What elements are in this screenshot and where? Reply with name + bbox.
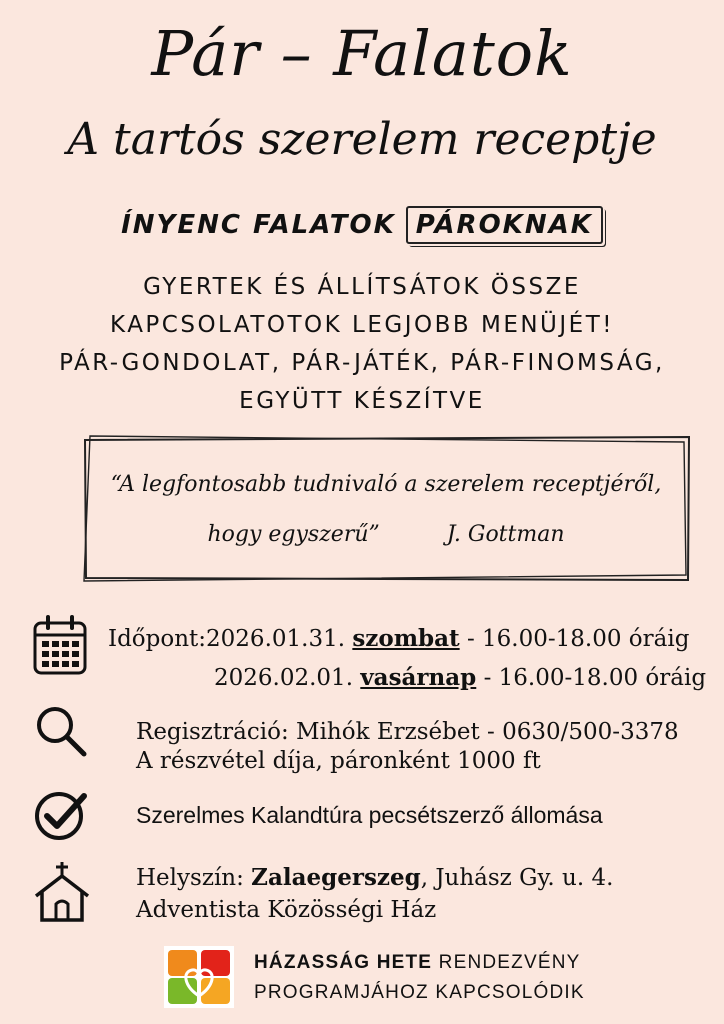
footer-line-1	[254, 948, 585, 978]
intro-line: KAPCSOLATOTOK LEGJOBB MENÜJÉT!	[110, 312, 614, 338]
intro-line: EGYÜTT KÉSZÍTVE	[239, 388, 485, 414]
registration-line-1: Regisztráció: Mihók Erzsébet - 0630/500-3378	[136, 719, 679, 745]
marriage-week-logo	[164, 946, 234, 1008]
registration-line-2: A részvétel díja, páronként 1000 ft	[136, 748, 541, 774]
tagline	[0, 200, 724, 250]
location-street: , Juhász Gy. u. 4.	[420, 865, 614, 891]
stamp-station-text: Szerelmes Kalandtúra pecsétszerző állomása	[136, 802, 603, 828]
location-label: Helyszín:	[136, 865, 252, 891]
schedule-label: Időpont:	[108, 626, 207, 652]
schedule-line-2	[214, 662, 706, 694]
checkmark-icon	[34, 788, 88, 842]
location-line-1	[136, 862, 613, 894]
schedule-time-2: - 16.00-18.00 óráig	[476, 665, 707, 691]
church-icon	[32, 860, 92, 924]
quote	[96, 460, 676, 560]
footer-rest: RENDEZVÉNY	[432, 952, 581, 973]
quote-author: J. Gottman	[446, 522, 565, 547]
intro-text	[0, 268, 724, 420]
location-city: Zalaegerszeg	[251, 864, 421, 891]
intro-line: GYERTEK ÉS ÁLLÍTSÁTOK ÖSSZE	[143, 274, 581, 300]
tagline-boxed: PÁROKNAK	[406, 206, 603, 244]
schedule-time-1: - 16.00-18.00 óráig	[459, 626, 690, 652]
page-title: Pár – Falatok	[151, 17, 573, 90]
tagline-prefix: ÍNYENC FALATOK	[121, 210, 396, 240]
quote-line-1: “A legfontosabb tudnivaló a szerelem receptjéről,	[110, 472, 662, 497]
search-icon	[34, 704, 88, 758]
calendar-icon	[32, 615, 88, 677]
schedule-line-1	[108, 623, 689, 655]
intro-line: PÁR-GONDOLAT, PÁR-JÁTÉK, PÁR-FINOMSÁG,	[59, 350, 665, 376]
schedule-date-1: 2026.01.31.	[206, 626, 346, 652]
location-line-2: Adventista Közösségi Ház	[136, 897, 437, 923]
page-subtitle: A tartós szerelem receptje	[67, 114, 657, 165]
schedule-day-1: szombat	[352, 625, 460, 652]
schedule-day-2: vasárnap	[360, 664, 477, 691]
quote-line-2	[96, 510, 676, 560]
quote-line-2-text: hogy egyszerű”	[207, 522, 380, 547]
schedule-date-2: 2026.02.01.	[214, 665, 353, 691]
footer-text	[254, 948, 585, 1008]
footer-bold: HÁZASSÁG HETE	[254, 952, 433, 973]
footer-line-2: PROGRAMJÁHOZ KAPCSOLÓDIK	[254, 982, 585, 1003]
